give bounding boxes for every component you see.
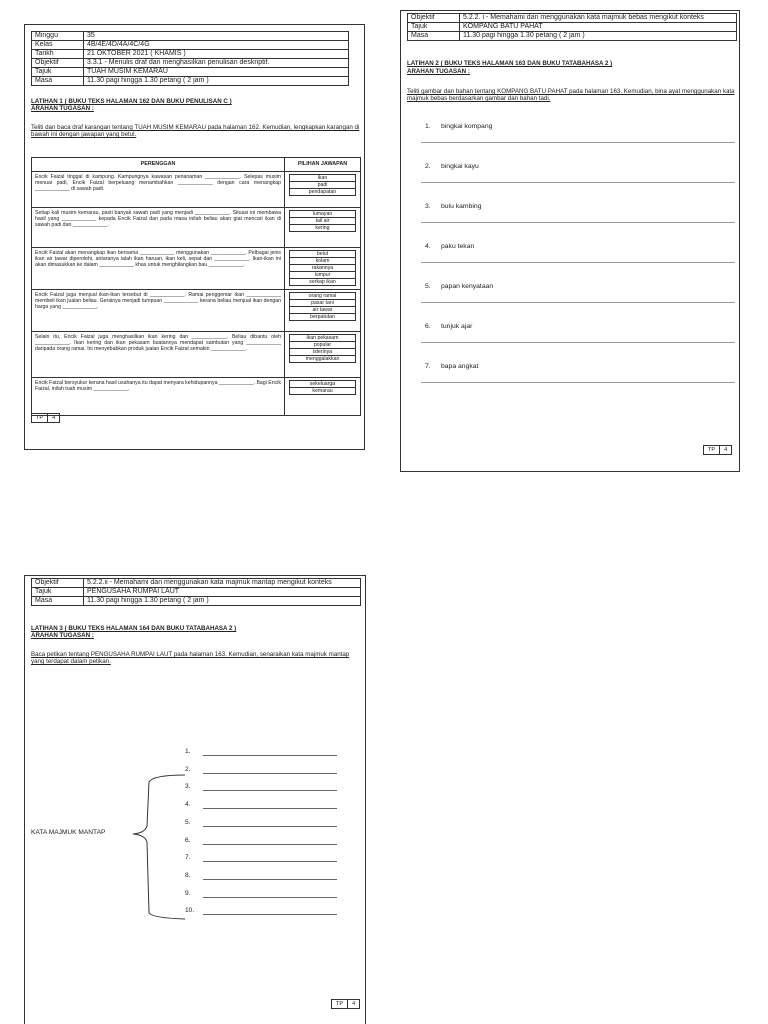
question-item [425,363,737,371]
meta-value: 4B/4E/4D/4A/4C/4G [84,41,349,50]
meta-key: Masa [408,32,460,41]
instruction-text: Baca petikan tentang PENGUSAHA RUMPAI LAUT pada halaman 163. Kemudian, senaraikan kata majmuk mantap yang terdapat dalam petikan. [31,651,350,666]
meta-table [407,13,737,41]
question-number: 1. [425,123,431,130]
question-word: bapa angkat [441,363,479,370]
list-item [185,907,345,915]
meta-row [408,23,737,32]
list-item [185,766,345,774]
item-number: 4. [185,801,191,809]
answer-line[interactable] [203,808,337,809]
instruction-text: Teliti gambar dan bahan tentang KOMPANG BATU PAHAT pada halaman 163. Kemudian, bina ayat menggunakan kata majmuk bebas berdasarkan gambar dan bahan tadi. [407,88,735,103]
list-item [185,783,345,791]
option-list [289,210,356,232]
curly-brace-icon [25,576,367,1024]
answer-option: berpatutan [289,314,356,321]
paragraph-row [32,332,361,378]
answer-option: pasar tani [289,300,356,307]
paragraph-text: Selain itu, Encik Faizal juga menghasilkan ikan kering dan ____________. Beliau dibantu oleh ____________. Ikan kering dan ikan pekasam buatannya mendapat sambutan yang ____________ daripada orang ramai. Ini menyebabkan produk jualan Encik Faizal semakin ____________. [32,332,285,378]
paragraph-row [32,172,361,208]
meta-value: PENGUSAHA RUMPAI LAUT [84,588,361,597]
meta-row [408,32,737,41]
answer-option: tali air [289,218,356,225]
item-number: 8. [185,871,191,879]
item-number: 2. [185,765,191,773]
question-number: 7. [425,363,431,370]
meta-row [408,14,737,23]
answer-options [285,332,361,378]
answer-option: pendapatan [289,189,356,196]
meta-value: 11.30 pagi hingga 1.30 petang ( 2 jam ) [84,77,349,86]
answer-option: padi [289,182,356,189]
question-item [425,323,737,331]
question-item [425,203,737,211]
meta-value: 11.30 pagi hingga 1.30 petang ( 2 jam ) [84,597,361,606]
paragraph-text: Encik Faizal akan menangkap ikan bersama ____________ menggunakan ____________. Pelbagai jenis ikan air tawar diperolehi, antaranya ialah ikan haruan, ikan keli, sepat dan ____________. Ikan-ikan ini akan dimasukkan ke dalam ____________ khas untuk menghilangkan bau ____________. [32,248,285,290]
paragraph-text: Setiap kali musim kemarau, pasti banyak sawah padi yang menjadi ____________. Situasi ini membawa hasil yang ____________ kepada Encik Faizal dan pada masa inilah beliau akan giat mencari ikan di sawah padi dan ____________. [32,208,285,248]
option-list [289,292,356,321]
answer-line[interactable] [421,222,735,223]
worksheet-latihan-2 [400,10,740,472]
meta-row [32,59,349,68]
list-item [185,837,345,845]
meta-key: Objektif [408,14,460,23]
question-item [425,123,737,131]
answer-options [285,378,361,416]
answer-line[interactable] [203,755,337,756]
item-number: 7. [185,854,191,862]
exercise-heading: LATIHAN 1 ( BUKU TEKS HALAMAN 162 DAN BUKU PENULISAN C ) [31,98,232,105]
instruction-text: Teliti dan baca draf karangan tentang TUAH MUSIM KEMARAU pada halaman 162. Kemudian, lengkapkan karangan di bawah ini dengan jawapan yang betul. [31,124,360,139]
question-word: tunjuk ajar [441,323,473,330]
answer-line[interactable] [203,914,337,915]
question-number: 5. [425,283,431,290]
answer-option: isterinya [289,349,356,356]
answer-option: kemarau [289,388,356,395]
list-item [185,801,345,809]
item-number: 6. [185,836,191,844]
meta-value: 5.2.2. i - Memahami dan menggunakan kata majmuk bebas mengikut konteks [460,14,737,23]
question-word: paku tekan [441,243,475,250]
answer-options [285,208,361,248]
tp-value: 4 [720,446,732,455]
meta-key: Objektif [32,579,84,588]
answer-options [285,248,361,290]
answer-option: menggalakkan [289,356,356,363]
tp-box [31,413,60,423]
meta-row [32,32,349,41]
answer-option: kering [289,225,356,232]
answer-line[interactable] [203,879,337,880]
option-list [289,174,356,196]
answer-line[interactable] [203,773,337,774]
answer-line[interactable] [203,790,337,791]
answer-line[interactable] [203,844,337,845]
tp-value: 4 [348,1000,360,1009]
tp-value: 4 [48,414,60,423]
meta-key: Tajuk [32,588,84,597]
answer-table [31,157,361,416]
meta-key: Tajuk [32,68,84,77]
item-number: 5. [185,818,191,826]
tp-box [331,999,360,1009]
meta-value: KOMPANG BATU PAHAT [460,23,737,32]
exercise-heading: LATIHAN 2 ( BUKU TEKS HALAMAN 163 DAN BUKU TATABAHASA 2 ) [407,60,613,67]
tp-label: TP [332,1000,348,1009]
answer-option: sekeluarga [289,381,356,388]
column-header-paragraph: PERENGGAN [32,158,285,172]
answer-line[interactable] [421,262,735,263]
answer-option: serkap ikan [289,279,356,286]
meta-value: 11.30 pagi hingga 1.30 petang ( 2 jam ) [460,32,737,41]
question-number: 2. [425,163,431,170]
answer-line[interactable] [421,382,735,383]
paragraph-text: Encik Faizal tinggal di kampung. Kampungnya kawasan penanaman ____________. Selepas musim menuai padi, Encik Faizal berpeluang menambahkan ____________ dengan cara menangkap ____________ di sawah padi. [32,172,285,208]
meta-value: 3.3.1 - Menulis draf dan menghasilkan penulisan deskriptif. [84,59,349,68]
answer-line[interactable] [203,861,337,862]
question-word: bulu kambing [441,203,482,210]
worksheet-latihan-1 [24,24,365,450]
question-item [425,163,737,171]
list-item [185,748,345,756]
meta-value: TUAH MUSIM KEMARAU [84,68,349,77]
item-number: 9. [185,889,191,897]
answer-option: air tawar [289,307,356,314]
meta-key: Minggu [32,32,84,41]
list-item [185,819,345,827]
paragraph-row [32,378,361,416]
question-word: bingkai kompang [441,123,493,130]
paragraph-text: Encik Faizal bersyukur kerana hasil usahanya itu dapat menyara kehidupannya ____________. Bagi Encik Faizal, inilah tuah musim ____________. [32,378,285,416]
answer-line[interactable] [203,897,337,898]
answer-option: belut [289,251,356,258]
worksheet-latihan-3 [24,575,366,1024]
option-list [289,334,356,363]
answer-line[interactable] [421,182,735,183]
question-item [425,243,737,251]
answer-line[interactable] [203,826,337,827]
meta-row [32,50,349,59]
list-item [185,854,345,862]
option-list [289,380,356,395]
meta-key: Kelas [32,41,84,50]
meta-value: 21 OKTOBER 2021 ( KHAMIS ) [84,50,349,59]
question-item [425,283,737,291]
answer-option: popular [289,342,356,349]
meta-row [32,41,349,50]
question-number: 4. [425,243,431,250]
meta-key: Tajuk [408,23,460,32]
meta-key: Objektif [32,59,84,68]
task-heading: ARAHAN TUGASAN : [31,632,94,639]
answer-option: orang ramai [289,293,356,300]
answer-line[interactable] [421,142,735,143]
meta-key: Masa [32,77,84,86]
paragraph-text: Encik Faizal juga menjual ikan-ikan tersebut di ____________. Ramai penggemar ikan ____________ membeli ikan jualan beliau. Gerainya menjadi tumpuan ____________ kerana beliau menjual ikan dengan harga yang ____________. [32,290,285,332]
paragraph-row [32,290,361,332]
paragraph-row [32,248,361,290]
meta-row [32,77,349,86]
item-number: 10. [185,907,195,915]
meta-key: Masa [32,597,84,606]
answer-option: lumpur [289,272,356,279]
question-number: 3. [425,203,431,210]
meta-table [31,31,349,86]
item-number: 3. [185,783,191,791]
option-list [289,250,356,286]
list-item [185,872,345,880]
answer-options [285,172,361,208]
answer-option: ikan pekasam [289,335,356,342]
question-number: 6. [425,323,431,330]
exercise-heading: LATIHAN 3 ( BUKU TEKS HALAMAN 164 DAN BUKU TATABAHASA 2 ) [31,625,237,632]
task-heading: ARAHAN TUGASAN : [31,105,94,112]
question-word: papan kenyataan [441,283,494,290]
task-heading: ARAHAN TUGASAN : [407,68,470,75]
meta-value: 5.2.2.ii - Memahami dan menggunakan kata majmuk mantap mengikut konteks [84,579,361,588]
paragraph-row [32,208,361,248]
answer-option: lumayan [289,211,356,218]
tp-label: TP [32,414,48,423]
meta-value: 35 [84,32,349,41]
meta-row [32,68,349,77]
answer-option: rakannya [289,265,356,272]
tp-box [703,445,732,455]
item-number: 1. [185,748,191,755]
question-word: bingkai kayu [441,163,479,170]
answer-line[interactable] [421,302,735,303]
meta-key: Tarikh [32,50,84,59]
answer-option: ikan [289,175,356,182]
column-header-answer: PILIHAN JAWAPAN [285,158,361,172]
answer-option: kolam [289,258,356,265]
kata-majmuk-mantap-label: KATA MAJMUK MANTAP [31,829,106,836]
answer-options [285,290,361,332]
tp-label: TP [704,446,720,455]
list-item [185,890,345,898]
answer-line[interactable] [421,342,735,343]
